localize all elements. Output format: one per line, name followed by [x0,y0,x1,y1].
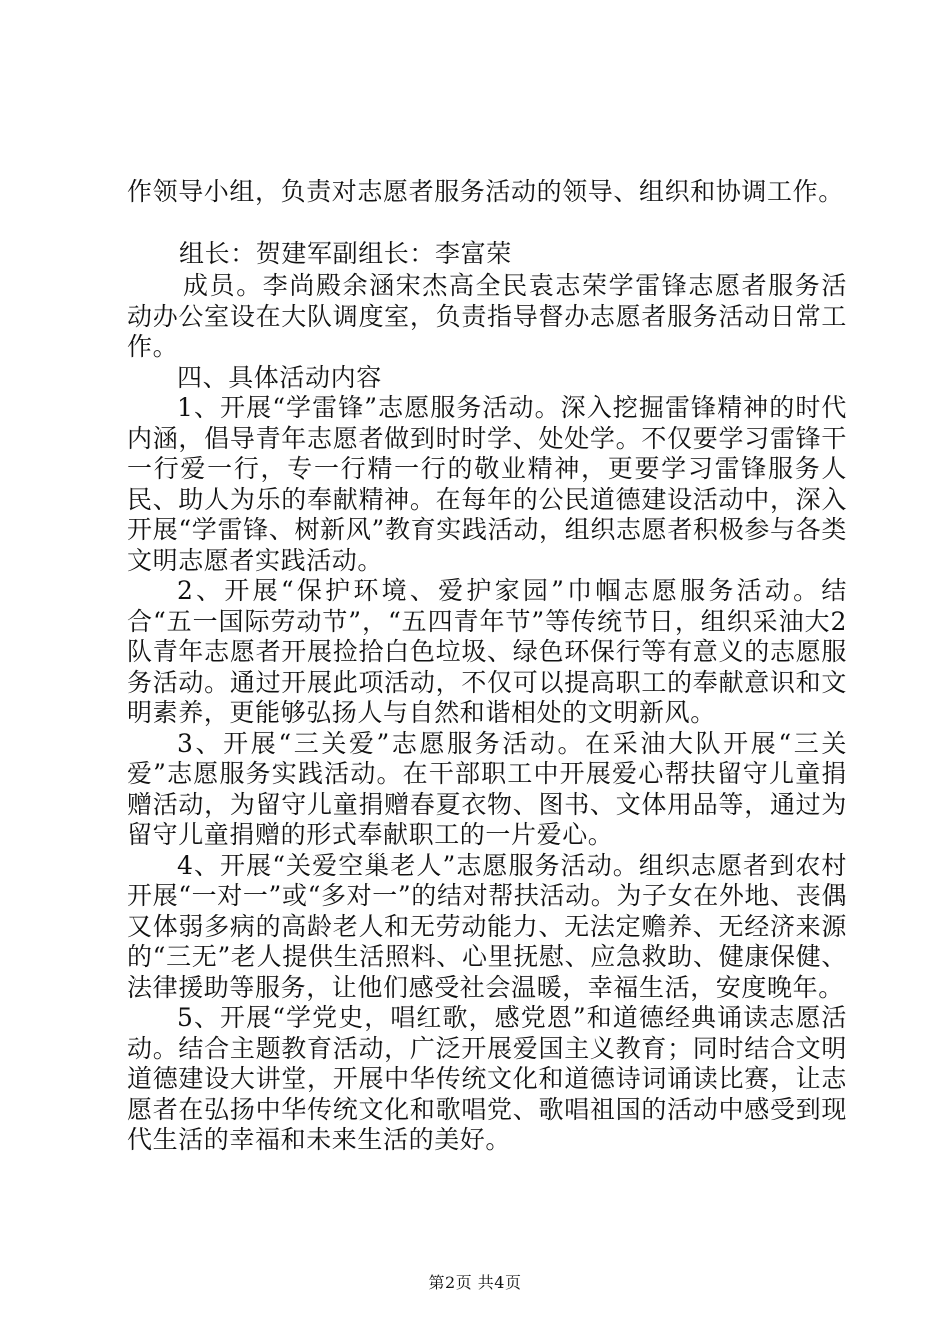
continuation-text-block [127,177,847,208]
activity-paragraph-5: 5、开展“学党史，唱红歌，感党恩”和道德经典诵读志愿活动。结合主题教育活动，广泛开展爱国主义教育；同时结合文明道德建设大讲堂，开展中华传统文化和道德诗词诵读比赛，让志愿者在弘扬中华传统文化和歌唱党、歌唱祖国的活动中感受到现代生活的幸福和未来生活的美好。 [127,1003,847,1154]
main-body-text [127,271,847,1156]
members-paragraph: 成员。李尚殿余涵宋杰高全民袁志荣学雷锋志愿者服务活动办公室设在大队调度室，负责指导督办志愿者服务活动日常工作。 [127,271,847,361]
roster-text-block [179,239,839,270]
continuation-line: 作领导小组，负责对志愿者服务活动的领导、组织和协调工作。 [127,177,844,206]
page-indicator: 第2页 共4页 [428,1273,522,1292]
activity-paragraph-3: 3、开展“三关爱”志愿服务活动。在采油大队开展“三关爱”志愿服务实践活动。在干部职工中开展爱心帮扶留守儿童捐赠活动，为留守儿童捐赠春夏衣物、图书、文体用品等，通过为留守儿童捐赠的形式奉献职工的一片爱心。 [127,728,847,849]
activity-paragraph-4: 4、开展“关爱空巢老人”志愿服务活动。组织志愿者到农村开展“一对一”或“多对一”的结对帮扶活动。为子女在外地、丧偶又体弱多病的高龄老人和无劳动能力、无法定赡养、无经济来源的“三无”老人提供生活照料、心里抚慰、应急救助、健康保健、法律援助等服务，让他们感受社会温暖，幸福生活，安度晚年。 [127,850,847,1002]
section-heading: 四、具体活动内容 [177,362,382,392]
activity-paragraph-2: 2、开展“保护环境、爱护家园”巾帼志愿服务活动。结合“五一国际劳动节”，“五四青年节”等传统节日，组织采油大2队青年志愿者开展捡拾白色垃圾、绿色环保行等有意义的志愿服务活动。通过开展此项活动，不仅可以提高职工的奉献意识和文明素养，更能够弘扬人与自然和谐相处的文明新风。 [127,576,847,727]
page-footer [0,1273,950,1293]
roster-line: 组长：贺建军副组长：李富荣 [179,239,512,268]
activity-paragraph-1: 1、开展“学雷锋”志愿服务活动。深入挖掘雷锋精神的时代内涵，倡导青年志愿者做到时时学、处处学。不仅要学习雷锋干一行爱一行，专一行精一行的敬业精神，更要学习雷锋服务人民、助人为乐的奉献精神。在每年的公民道德建设活动中，深入开展“学雷锋、树新风”教育实践活动，组织志愿者积极参与各类文明志愿者实践活动。 [127,393,847,575]
